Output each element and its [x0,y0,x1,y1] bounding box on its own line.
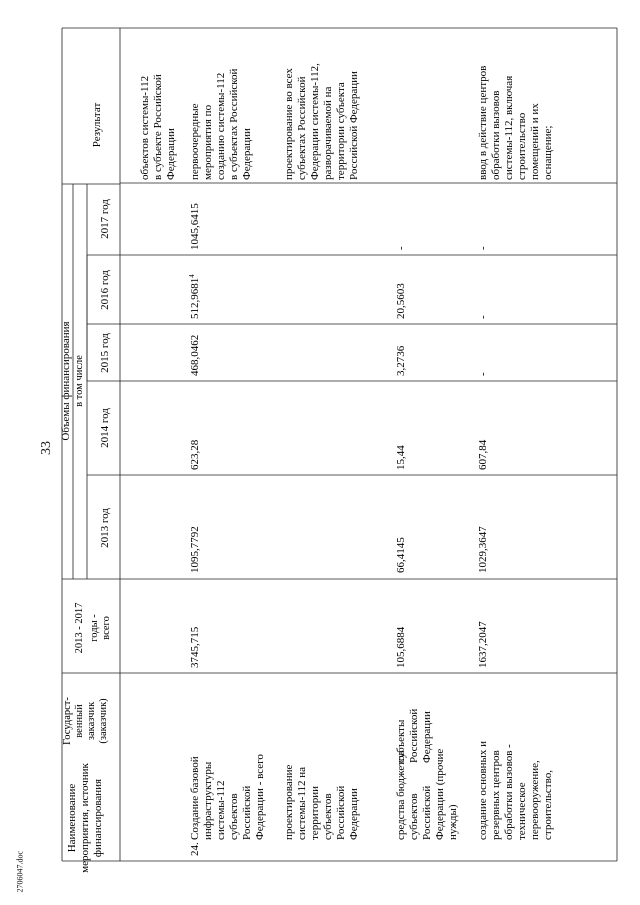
row-1-result: созданию системы-112 [215,72,227,180]
row-3-name: субъектов [408,793,420,840]
row-4-name: резервных центров [490,750,502,840]
row-4-total: 1637,2047 [477,621,489,668]
row-3-customer: субъекты [395,719,407,763]
row-4-result: помещений и их [529,103,541,180]
row-4-2015: - [477,372,489,376]
row-1-2017: 1045,6415 [189,203,201,250]
row-3-name: средства бюджетов [395,750,407,840]
row-1-result: мероприятия по [202,104,214,180]
row-2-name: территории [309,785,321,840]
row-2-result: территории субъекта [335,82,347,180]
header-year-2015: 2015 год [99,333,111,373]
continuation-result: Федерации [165,128,177,180]
row-1-name: Создание базовой [189,756,201,840]
header-name: мероприятия, источник [79,763,91,873]
row-1-2015: 468,0462 [189,334,201,376]
header-result: Результат [91,102,103,148]
header-name: финансирования [92,778,104,858]
row-1-name: Федерации - всего [254,754,266,840]
row-1-result: первоочередные [189,103,201,180]
row-1-number: 24. [189,842,201,856]
continuation-result: объектов системы-112 [139,75,151,180]
row-4-name: создание основных и [477,740,489,840]
header-customer: Государст- [62,697,73,745]
row-4-2013: 1029,3647 [477,526,489,573]
header-including: в том числе [74,355,85,407]
row-1-name: Российской [241,785,253,840]
row-1-2014: 623,28 [189,439,201,470]
row-1-result: в субъектах Российской [228,68,240,180]
row-4-result: ввод в действие центров [477,65,489,180]
row-4-name: строительство, [542,770,554,840]
row-4-result: системы-112, включая [503,75,515,180]
header-name: Наименование [66,783,78,853]
row-3-2017: - [395,246,407,250]
row-4-result: обработки вызовов [490,90,502,180]
row-3-2015: 3,2736 [395,345,407,376]
row-2-result: Федерации системы-112, [309,63,321,180]
row-4-2014: 607,84 [477,439,489,470]
row-3-name: Российской [421,785,433,840]
row-4-result: строительство [516,112,528,180]
row-4-name: техническое [516,782,528,840]
row-2-result: разворачиваемой на [322,86,334,180]
row-3-customer: Российской [408,708,420,763]
row-4-name: обработки вызовов - [503,744,515,840]
header-funding-title: Объемы финансирования [60,321,72,441]
header-customer: венный [74,704,85,738]
row-3-name: Федерации (прочие [434,748,446,840]
header-years-total-sub: всего [101,616,112,640]
row-3-2016: 20,5603 [395,283,407,319]
funding-table [60,28,617,873]
page-number: 33 [39,441,54,455]
footer-filename: 2706047.doc [15,850,25,893]
row-1-2016: 512,9681$^4$ [188,274,201,319]
row-2-name: проектирование [283,764,295,840]
header-year-2016: 2016 год [99,270,111,310]
continuation-result: в субъекте Российской [152,74,164,180]
row-1-2013: 1095,7792 [189,526,201,573]
row-2-name: субъектов [322,793,334,840]
row-1-name: системы-112 [215,780,227,840]
row-4-name: перевооружение, [529,760,541,840]
row-4-result: оснащение; [542,125,554,180]
row-2-result: Российской Федерации [348,71,360,180]
row-3-total: 105,6884 [395,626,407,668]
row-2-name: Российской [335,785,347,840]
row-2-name: Федерации [348,788,360,840]
header-customer: заказчик [86,701,97,741]
row-1-name: инфраструктуры [202,761,214,840]
row-3-name: нужды) [447,804,459,840]
row-1-result: Федерации [241,128,253,180]
row-2-result: проектирование во всех [283,68,295,180]
row-1-total: 3745,715 [189,626,201,668]
row-3-2014: 15,44 [395,445,407,470]
header-year-2013: 2013 год [99,508,111,548]
row-4-2017: - [477,246,489,250]
row-2-name: системы-112 на [296,767,308,840]
row-4-2016: - [477,315,489,319]
row-2-result: субъектах Российской [296,76,308,180]
row-3-2013: 66,4145 [395,537,407,573]
header-customer: (заказчик) [98,698,109,744]
row-3-customer: Федерации [421,711,433,763]
header-year-2017: 2017 год [99,199,111,239]
header-year-2014: 2014 год [99,408,111,448]
header-years-total-sub: годы - [89,614,100,642]
row-1-name: субъектов [228,793,240,840]
header-years-total: 2013 - 2017 [74,602,85,654]
